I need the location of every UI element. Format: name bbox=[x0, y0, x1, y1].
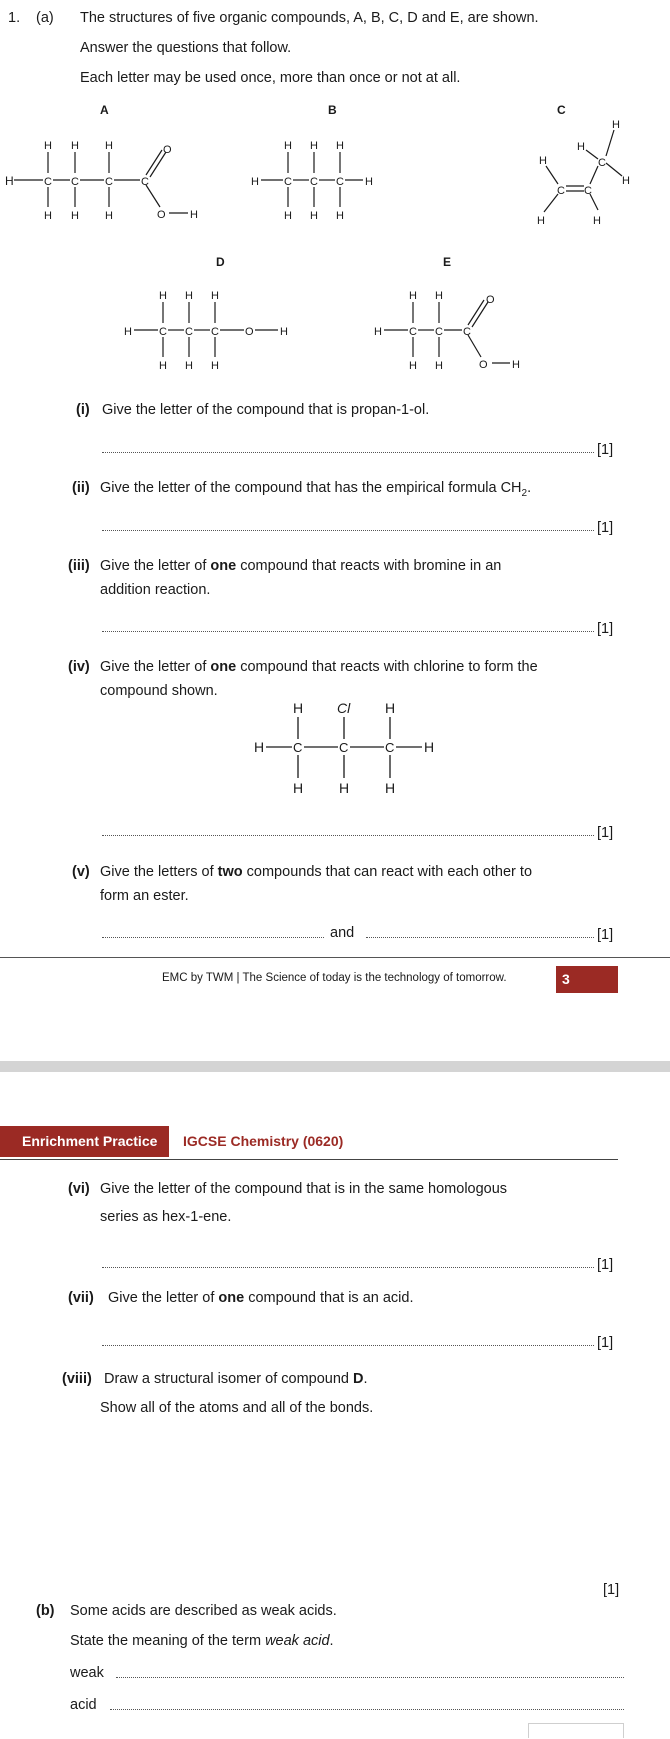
q-iii-number: (iii) bbox=[68, 558, 90, 574]
mark-vii: [1] bbox=[597, 1335, 614, 1351]
svg-text:H: H bbox=[409, 360, 417, 372]
q-iv-post: compound that reacts with chlorine to form the bbox=[236, 659, 538, 675]
answer-line-vi[interactable] bbox=[102, 1267, 594, 1268]
q-iv-number: (iv) bbox=[68, 659, 90, 675]
q-v-line2: form an ester. bbox=[100, 888, 189, 904]
svg-text:C: C bbox=[141, 176, 149, 188]
q-iv-line2: compound shown. bbox=[100, 683, 218, 699]
q-ii-text-main: Give the letter of the compound that has the empirical formula CH bbox=[100, 480, 522, 496]
svg-text:H: H bbox=[284, 210, 292, 222]
structure-c bbox=[520, 112, 640, 237]
mark-vi: [1] bbox=[597, 1257, 614, 1273]
svg-text:C: C bbox=[293, 740, 303, 755]
compound-label-d: D bbox=[216, 255, 225, 269]
footer-divider bbox=[0, 957, 670, 958]
compound-label-a: A bbox=[100, 103, 109, 117]
svg-text:H: H bbox=[185, 360, 193, 372]
mark-viii: [1] bbox=[603, 1582, 620, 1598]
drawing-area[interactable] bbox=[100, 1430, 590, 1580]
svg-text:C: C bbox=[557, 185, 565, 197]
svg-text:H: H bbox=[211, 360, 219, 372]
svg-text:H: H bbox=[44, 210, 52, 222]
q-ii-number: (ii) bbox=[72, 480, 90, 496]
part-b-number: (b) bbox=[36, 1603, 55, 1619]
svg-text:C: C bbox=[409, 326, 417, 338]
structure-d bbox=[120, 285, 320, 380]
q-viii-line2: Show all of the atoms and all of the bonds. bbox=[100, 1400, 374, 1416]
svg-text:O: O bbox=[486, 294, 495, 306]
svg-text:H: H bbox=[622, 175, 630, 187]
q-viii-pre: Draw a structural isomer of compound bbox=[104, 1371, 354, 1387]
svg-text:H: H bbox=[293, 780, 304, 795]
svg-text:C: C bbox=[336, 176, 344, 188]
svg-text:C: C bbox=[310, 176, 318, 188]
svg-text:C: C bbox=[463, 326, 471, 338]
answer-line-ii[interactable] bbox=[102, 530, 594, 531]
svg-text:O: O bbox=[479, 359, 488, 371]
svg-text:H: H bbox=[539, 155, 547, 167]
svg-text:H: H bbox=[190, 209, 198, 221]
svg-text:C: C bbox=[284, 176, 292, 188]
header-rule bbox=[0, 1159, 618, 1160]
page-number: 3 bbox=[562, 971, 570, 987]
structure-e bbox=[370, 285, 550, 380]
svg-text:H: H bbox=[293, 700, 304, 716]
q-viii-number: (viii) bbox=[62, 1371, 92, 1387]
svg-text:H: H bbox=[336, 140, 344, 152]
q-vii-post: compound that is an acid. bbox=[244, 1290, 414, 1306]
svg-text:C: C bbox=[159, 326, 167, 338]
q-iii-bold: one bbox=[210, 558, 237, 574]
q-iii-post: compound that reacts with bromine in an bbox=[236, 558, 502, 574]
mark-i: [1] bbox=[597, 442, 614, 458]
q-viii-post: . bbox=[363, 1371, 368, 1387]
answer-line-weak[interactable] bbox=[116, 1677, 624, 1678]
svg-text:H: H bbox=[435, 360, 443, 372]
svg-text:H: H bbox=[612, 119, 620, 131]
enrichment-practice-tag: Enrichment Practice bbox=[0, 1126, 169, 1157]
q-vii-number: (vii) bbox=[68, 1290, 94, 1306]
svg-text:H: H bbox=[71, 140, 79, 152]
compound-label-c: C bbox=[557, 103, 566, 117]
q-ii-subscript: 2 bbox=[521, 487, 528, 499]
q-v-post: compounds that can react with each other to bbox=[242, 864, 533, 880]
svg-text:H: H bbox=[280, 326, 288, 338]
q-v-and: and bbox=[330, 925, 355, 941]
course-title: IGCSE Chemistry (0620) bbox=[183, 1133, 344, 1149]
q-vi-number: (vi) bbox=[68, 1181, 90, 1197]
answer-line-acid[interactable] bbox=[110, 1709, 624, 1710]
part-b-pre: State the meaning of the term bbox=[70, 1633, 266, 1649]
svg-text:H: H bbox=[365, 176, 373, 188]
svg-text:C: C bbox=[211, 326, 219, 338]
structure-b bbox=[245, 135, 415, 230]
svg-text:C: C bbox=[185, 326, 193, 338]
mark-v: [1] bbox=[597, 927, 614, 943]
q-vii-text bbox=[108, 1290, 413, 1306]
svg-text:H: H bbox=[424, 739, 435, 755]
svg-text:C: C bbox=[339, 740, 349, 755]
answer-instruction: Answer the questions that follow. bbox=[80, 40, 292, 56]
q-v-number: (v) bbox=[72, 864, 90, 880]
q-v-text bbox=[100, 864, 532, 880]
svg-text:H: H bbox=[185, 290, 193, 302]
svg-text:H: H bbox=[211, 290, 219, 302]
svg-text:H: H bbox=[159, 290, 167, 302]
part-b-instruction bbox=[70, 1633, 334, 1649]
structure-a bbox=[0, 135, 220, 230]
svg-text:H: H bbox=[251, 176, 259, 188]
svg-text:H: H bbox=[105, 210, 113, 222]
svg-text:C: C bbox=[71, 176, 79, 188]
svg-text:C: C bbox=[598, 157, 606, 169]
q-iii-pre: Give the letter of bbox=[100, 558, 211, 574]
svg-text:H: H bbox=[409, 290, 417, 302]
svg-text:H: H bbox=[105, 140, 113, 152]
q-viii-bold: D bbox=[353, 1371, 364, 1387]
svg-text:H: H bbox=[159, 360, 167, 372]
svg-text:H: H bbox=[310, 140, 318, 152]
svg-text:H: H bbox=[339, 780, 350, 795]
svg-text:H: H bbox=[71, 210, 79, 222]
q-v-bold: two bbox=[217, 864, 243, 880]
part-a-label: (a) bbox=[36, 10, 54, 26]
q-iii-text bbox=[100, 558, 501, 574]
mark-ii: [1] bbox=[597, 520, 614, 536]
q-iv-text bbox=[100, 659, 538, 675]
q-vi-text: Give the letter of the compound that is in the same homologous bbox=[100, 1181, 508, 1197]
svg-text:H: H bbox=[512, 359, 520, 371]
svg-text:H: H bbox=[284, 140, 292, 152]
q-iv-bold: one bbox=[210, 659, 237, 675]
answer-line-v-first[interactable] bbox=[102, 937, 324, 938]
intro-text: The structures of five organic compounds, A, B, C, D and E, are shown. bbox=[80, 10, 539, 26]
svg-text:H: H bbox=[44, 140, 52, 152]
svg-text:H: H bbox=[254, 739, 265, 755]
svg-text:Cl: Cl bbox=[337, 700, 351, 716]
svg-text:H: H bbox=[124, 326, 132, 338]
part-b-text: Some acids are described as weak acids. bbox=[70, 1603, 337, 1619]
svg-text:O: O bbox=[163, 144, 172, 156]
mark-iv: [1] bbox=[597, 825, 614, 841]
svg-text:H: H bbox=[577, 141, 585, 153]
compound-label-e: E bbox=[443, 255, 452, 269]
q-ii-text bbox=[100, 480, 531, 499]
question-number: 1. bbox=[8, 10, 21, 26]
svg-text:H: H bbox=[385, 700, 396, 716]
q-vii-bold: one bbox=[218, 1290, 245, 1306]
svg-text:H: H bbox=[336, 210, 344, 222]
q-iv-pre: Give the letter of bbox=[100, 659, 211, 675]
mark-iii: [1] bbox=[597, 621, 614, 637]
svg-text:C: C bbox=[584, 185, 592, 197]
footer-text: EMC by TWM | The Science of today is the technology of tomorrow. bbox=[162, 972, 507, 984]
q-i-text: Give the letter of the compound that is propan-1-ol. bbox=[102, 402, 430, 418]
answer-line-i[interactable] bbox=[102, 452, 594, 453]
q-iii-line2: addition reaction. bbox=[100, 582, 211, 598]
svg-text:H: H bbox=[310, 210, 318, 222]
weak-label: weak bbox=[70, 1665, 104, 1681]
svg-text:O: O bbox=[157, 209, 166, 221]
acid-label: acid bbox=[70, 1697, 97, 1713]
svg-text:H: H bbox=[435, 290, 443, 302]
answer-line-vii[interactable] bbox=[102, 1345, 594, 1346]
svg-text:H: H bbox=[5, 174, 14, 188]
part-b-italic: weak acid bbox=[265, 1633, 330, 1649]
page-number-badge bbox=[556, 966, 618, 993]
answer-line-iv[interactable] bbox=[102, 835, 594, 836]
q-v-pre: Give the letters of bbox=[100, 864, 218, 880]
page-frame-edge bbox=[528, 1723, 624, 1738]
part-b-post: . bbox=[329, 1633, 334, 1649]
svg-text:C: C bbox=[435, 326, 443, 338]
svg-text:C: C bbox=[105, 176, 113, 188]
svg-text:O: O bbox=[245, 326, 254, 338]
svg-text:C: C bbox=[44, 176, 52, 188]
q-vii-pre: Give the letter of bbox=[108, 1290, 219, 1306]
page-separator bbox=[0, 1061, 670, 1072]
q-i-number: (i) bbox=[76, 402, 90, 418]
q-ii-end: . bbox=[527, 480, 532, 496]
svg-text:H: H bbox=[593, 215, 601, 227]
svg-text:H: H bbox=[374, 326, 382, 338]
letter-usage-note: Each letter may be used once, more than once or not at all. bbox=[80, 70, 461, 86]
answer-line-v-second[interactable] bbox=[366, 937, 594, 938]
svg-text:H: H bbox=[537, 215, 545, 227]
svg-text:C: C bbox=[385, 740, 395, 755]
q-viii-text bbox=[104, 1371, 368, 1387]
compound-label-b: B bbox=[328, 103, 337, 117]
structure-chloropropane bbox=[250, 700, 450, 795]
svg-text:H: H bbox=[385, 780, 396, 795]
answer-line-iii[interactable] bbox=[102, 631, 594, 632]
q-vi-line2: series as hex-1-ene. bbox=[100, 1209, 232, 1225]
